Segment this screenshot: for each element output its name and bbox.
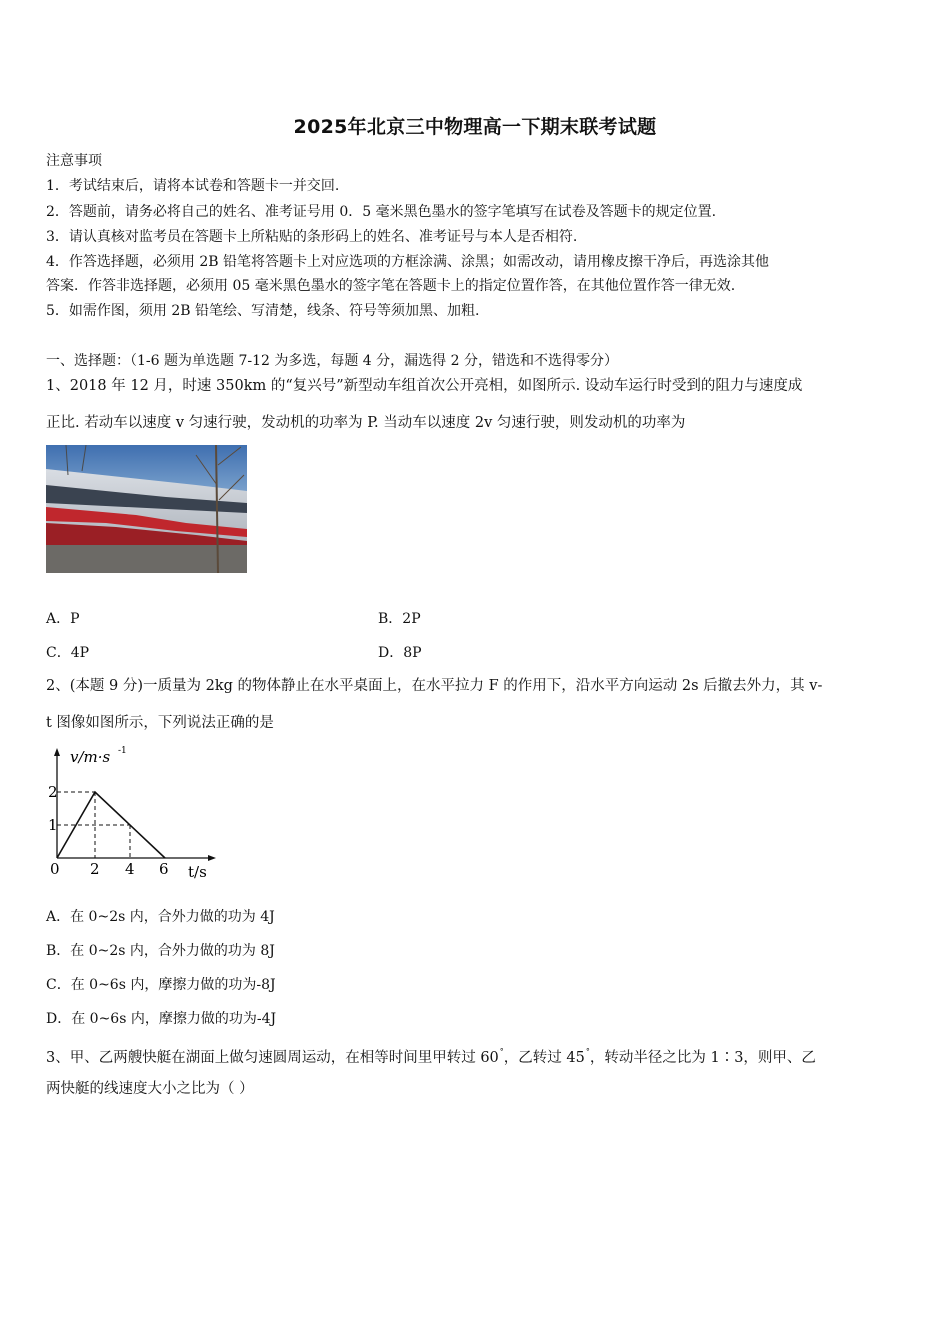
notice-heading: 注意事项 bbox=[46, 153, 102, 169]
y-axis-arrow bbox=[54, 748, 60, 756]
q2-option-c: C．在 0~6s 内，摩擦力做的功为-8J bbox=[46, 977, 276, 993]
vt-graph bbox=[40, 740, 220, 888]
x-axis-label: t/s bbox=[188, 863, 207, 881]
notice-item-5: 5．如需作图，须用 2B 铅笔绘、写清楚，线条、符号等须加黑、加粗. bbox=[46, 303, 480, 319]
question-3-text-cont: 两快艇的线速度大小之比为（ ） bbox=[46, 1081, 254, 1097]
x-tick-0: 0 bbox=[50, 860, 60, 878]
q1-option-d: D．8P bbox=[378, 645, 422, 661]
q2-option-a: A．在 0~2s 内，合外力做的功为 4J bbox=[46, 909, 275, 925]
question-2-text: 2、(本题 9 分)一质量为 2kg 的物体静止在水平桌面上，在水平拉力 F 的作用下，沿水平方向运动 2s 后撤去外力，其 v- bbox=[46, 678, 823, 694]
y-axis-label-exp: -1 bbox=[118, 746, 127, 756]
x-axis-arrow bbox=[208, 855, 216, 861]
notice-item-3: 3．请认真核对监考员在答题卡上所粘贴的条形码上的姓名、准考证号与本人是否相符. bbox=[46, 229, 578, 245]
x-tick-4: 4 bbox=[125, 860, 135, 878]
q3-part-a: 3、甲、乙两艘快艇在湖面上做匀速圆周运动，在相等时间里甲转过 60 bbox=[46, 1050, 499, 1066]
degree-symbol: ° bbox=[585, 1047, 590, 1056]
train-photo bbox=[46, 445, 247, 573]
x-tick-2: 2 bbox=[90, 860, 100, 878]
q2-option-d: D．在 0~6s 内，摩擦力做的功为-4J bbox=[46, 1011, 277, 1027]
question-1-text: 1、2018 年 12 月，时速 350km 的“复兴号”新型动车组首次公开亮相，如图所示. 设动车运行时受到的阻力与速度成 bbox=[46, 378, 803, 394]
question-3-text bbox=[46, 1042, 816, 1068]
y-tick-1: 1 bbox=[48, 816, 58, 834]
q1-option-c: C．4P bbox=[46, 645, 90, 661]
degree-symbol: ° bbox=[499, 1047, 504, 1056]
question-2-text-cont: t 图像如图所示，下列说法正确的是 bbox=[46, 715, 274, 731]
q2-option-b: B．在 0~2s 内，合外力做的功为 8J bbox=[46, 943, 275, 959]
q1-option-a: A．P bbox=[46, 611, 80, 627]
page-title: 2025年北京三中物理高一下期末联考试题 bbox=[293, 116, 657, 138]
notice-item-4: 4．作答选择题，必须用 2B 铅笔将答题卡上对应选项的方框涂满、涂黑；如需改动，请用橡皮擦干净后，再选涂其他 bbox=[46, 254, 769, 270]
q1-option-b: B．2P bbox=[378, 611, 421, 627]
section-heading: 一、选择题：（1-6 题为单选题 7-12 为多选，每题 4 分，漏选得 2 分，错选和不选得零分） bbox=[46, 353, 618, 369]
y-axis-label: v/m·s bbox=[70, 748, 111, 766]
x-tick-6: 6 bbox=[159, 860, 169, 878]
notice-item-1: 1．考试结束后，请将本试卷和答题卡一并交回. bbox=[46, 178, 340, 194]
q3-part-b: ，乙转过 45 bbox=[503, 1050, 585, 1066]
notice-item-4-cont: 答案．作答非选择题，必须用 05 毫米黑色墨水的签字笔在答题卡上的指定位置作答，在其他位置作答一律无效. bbox=[46, 278, 736, 294]
question-1-text-cont: 正比. 若动车以速度 v 匀速行驶，发动机的功率为 P. 当动车以速度 2v 匀速行驶，则发动机的功率为 bbox=[46, 415, 686, 431]
notice-item-2: 2．答题前，请务必将自己的姓名、准考证号用 0．5 毫米黑色墨水的签字笔填写在试卷及答题卡的规定位置. bbox=[46, 204, 717, 220]
y-tick-2: 2 bbox=[48, 783, 58, 801]
q3-part-c: ，转动半径之比为 1∶3，则甲、乙 bbox=[589, 1050, 816, 1066]
